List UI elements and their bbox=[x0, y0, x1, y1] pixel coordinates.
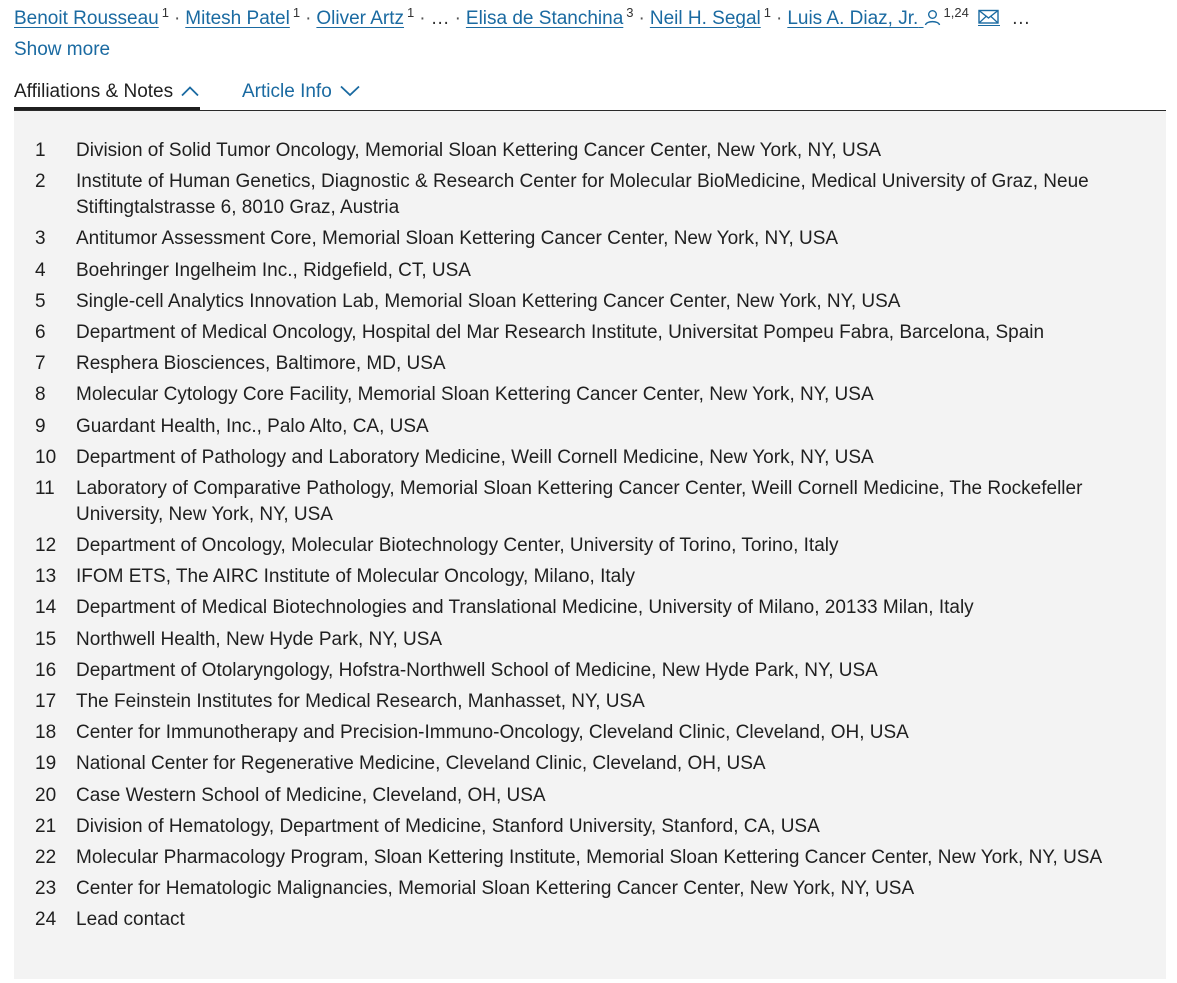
authors-ellipsis: … bbox=[1011, 8, 1031, 29]
author-separator: · bbox=[305, 8, 312, 29]
affiliation-item bbox=[14, 382, 1166, 408]
affiliation-number: 18 bbox=[35, 722, 57, 744]
affiliation-item bbox=[14, 226, 1166, 252]
author-link[interactable]: Oliver Artz bbox=[316, 8, 405, 29]
tab-label: Affiliations & Notes bbox=[14, 81, 174, 102]
affiliation-text: Division of Solid Tumor Oncology, Memorial Sloan Kettering Cancer Center, New York, NY, USA bbox=[76, 140, 882, 161]
tab-bar bbox=[14, 79, 1166, 111]
chevron-up-icon bbox=[180, 79, 200, 105]
affiliation-number: 6 bbox=[35, 321, 46, 343]
affiliation-number: 17 bbox=[35, 691, 57, 712]
affiliation-number: 2 bbox=[35, 171, 46, 193]
authors-ellipsis: … bbox=[430, 8, 450, 29]
affiliation-number: 9 bbox=[35, 415, 46, 437]
affiliation-number: 1 bbox=[35, 140, 46, 161]
author-separator: · bbox=[454, 8, 461, 29]
affiliation-number: 20 bbox=[35, 784, 57, 806]
person-icon bbox=[924, 9, 941, 26]
affiliation-number: 5 bbox=[35, 290, 46, 312]
author-affiliation-sup: 1 bbox=[407, 5, 415, 20]
affiliation-number: 15 bbox=[35, 628, 57, 650]
affiliation-text: Center for Immunotherapy and Precision-Immuno-Oncology, Cleveland Clinic, Cleveland, OH, USA bbox=[76, 722, 909, 744]
affiliation-item bbox=[14, 876, 1166, 902]
affiliation-item bbox=[14, 351, 1166, 377]
affiliation-number: 11 bbox=[35, 477, 55, 499]
author-link[interactable]: Mitesh Patel bbox=[185, 8, 290, 29]
affiliation-text: Division of Hematology, Department of Medicine, Stanford University, Stanford, CA, USA bbox=[76, 815, 820, 837]
affiliation-item bbox=[14, 751, 1166, 777]
affiliation-item bbox=[14, 414, 1166, 440]
affiliation-text: Molecular Pharmacology Program, Sloan Kettering Institute, Memorial Sloan Kettering Cancer Center, New York, NY, USA bbox=[76, 846, 1103, 868]
affiliation-item bbox=[14, 445, 1166, 471]
affiliation-text: Department of Medical Oncology, Hospital del Mar Research Institute, Universitat Pompeu Fabra, Barcelona, Spain bbox=[76, 321, 1045, 343]
tab-label: Article Info bbox=[242, 81, 332, 102]
affiliation-number: 16 bbox=[35, 659, 57, 681]
affiliation-item bbox=[14, 783, 1166, 809]
affiliation-number: 21 bbox=[35, 815, 57, 837]
affiliation-item bbox=[14, 658, 1166, 684]
affiliation-number: 14 bbox=[35, 597, 57, 619]
affiliation-text: The Feinstein Institutes for Medical Research, Manhasset, NY, USA bbox=[76, 691, 645, 712]
affiliation-text: Department of Pathology and Laboratory Medicine, Weill Cornell Medicine, New York, NY, USA bbox=[76, 446, 874, 468]
affiliation-text: Northwell Health, New Hyde Park, NY, USA bbox=[76, 628, 443, 650]
author-link[interactable]: Benoit Rousseau bbox=[14, 8, 159, 29]
affiliation-text: Guardant Health, Inc., Palo Alto, CA, USA bbox=[76, 415, 429, 437]
affiliation-item bbox=[14, 320, 1166, 346]
affiliation-number: 24 bbox=[35, 909, 57, 931]
affiliation-item bbox=[14, 169, 1166, 221]
affiliation-text: Single-cell Analytics Innovation Lab, Memorial Sloan Kettering Cancer Center, New York, NY, USA bbox=[76, 290, 901, 312]
author-name: Luis A. Diaz, Jr. bbox=[787, 8, 919, 29]
affiliation-number: 10 bbox=[35, 446, 57, 468]
affiliation-number: 8 bbox=[35, 384, 46, 406]
show-more-button[interactable]: Show more bbox=[14, 39, 111, 60]
affiliation-number: 7 bbox=[35, 353, 46, 375]
affiliation-item bbox=[14, 689, 1166, 715]
affiliation-item bbox=[14, 720, 1166, 746]
affiliation-text: IFOM ETS, The AIRC Institute of Molecular Oncology, Milano, Italy bbox=[76, 566, 635, 588]
author-link[interactable]: Neil H. Segal bbox=[649, 8, 761, 29]
affiliation-text: Department of Medical Biotechnologies and Translational Medicine, University of Milano, 20133 Milan, Italy bbox=[76, 597, 974, 619]
affiliation-number: 23 bbox=[35, 878, 57, 900]
affiliation-item bbox=[14, 138, 1166, 164]
affiliation-item bbox=[14, 533, 1166, 559]
affiliation-item bbox=[14, 476, 1166, 528]
tab-article-info[interactable] bbox=[242, 79, 361, 105]
affiliation-text: Center for Hematologic Malignancies, Memorial Sloan Kettering Cancer Center, New York, NY, USA bbox=[76, 878, 915, 900]
author-affiliation-sup: 3 bbox=[626, 5, 634, 20]
author-link[interactable] bbox=[787, 8, 940, 29]
affiliation-item bbox=[14, 595, 1166, 621]
affiliation-text: Department of Oncology, Molecular Biotechnology Center, University of Torino, Torino, Italy bbox=[76, 535, 839, 557]
affiliation-number: 13 bbox=[35, 566, 57, 588]
author-list bbox=[14, 5, 1164, 33]
affiliation-text: Lead contact bbox=[76, 909, 185, 931]
affiliation-number: 19 bbox=[35, 753, 57, 775]
chevron-down-icon bbox=[339, 79, 361, 105]
author-separator: · bbox=[173, 8, 181, 29]
author-affiliation-sup: 1,24 bbox=[943, 5, 969, 20]
affiliation-text: Laboratory of Comparative Pathology, Memorial Sloan Kettering Cancer Center, Weill Cornell Medicine, The Rockefeller University, New York, NY, USA bbox=[76, 477, 1083, 525]
author-affiliation-sup: 1 bbox=[161, 5, 169, 20]
author-affiliation-sup: 1 bbox=[292, 5, 301, 20]
affiliation-number: 3 bbox=[35, 228, 46, 250]
affiliation-text: Antitumor Assessment Core, Memorial Sloan Kettering Cancer Center, New York, NY, USA bbox=[76, 228, 839, 250]
affiliation-item bbox=[14, 627, 1166, 653]
affiliation-item bbox=[14, 845, 1166, 871]
author-separator: · bbox=[775, 8, 783, 29]
affiliation-text: Resphera Biosciences, Baltimore, MD, USA bbox=[76, 353, 446, 375]
affiliation-number: 4 bbox=[35, 259, 46, 281]
affiliation-number: 22 bbox=[35, 846, 57, 868]
affiliation-text: Institute of Human Genetics, Diagnostic & Research Center for Molecular BioMedicine, Medical University of Graz, Neue Stiftingtalstrasse 6, 8010 Graz, Austria bbox=[76, 171, 1089, 219]
affiliation-number: 12 bbox=[35, 535, 57, 557]
affiliation-item bbox=[14, 907, 1166, 933]
affiliation-text: Department of Otolaryngology, Hofstra-Northwell School of Medicine, New Hyde Park, NY, USA bbox=[76, 659, 878, 681]
email-link[interactable] bbox=[978, 8, 1000, 29]
affiliation-text: Case Western School of Medicine, Cleveland, OH, USA bbox=[76, 784, 546, 806]
tab-affiliations-notes[interactable] bbox=[14, 79, 200, 105]
author-separator: · bbox=[419, 8, 426, 29]
author-link[interactable]: Elisa de Stanchina bbox=[465, 8, 624, 29]
affiliation-item bbox=[14, 564, 1166, 590]
affiliations-panel bbox=[14, 111, 1166, 979]
affiliation-text: Molecular Cytology Core Facility, Memorial Sloan Kettering Cancer Center, New York, NY, USA bbox=[76, 384, 874, 406]
author-separator: · bbox=[638, 8, 645, 29]
author-affiliation-sup: 1 bbox=[763, 5, 771, 20]
affiliation-item bbox=[14, 289, 1166, 315]
affiliation-item bbox=[14, 814, 1166, 840]
affiliation-item bbox=[14, 258, 1166, 284]
affiliations-list bbox=[14, 138, 1166, 939]
affiliation-text: National Center for Regenerative Medicine, Cleveland Clinic, Cleveland, OH, USA bbox=[76, 753, 766, 775]
affiliation-text: Boehringer Ingelheim Inc., Ridgefield, CT, USA bbox=[76, 259, 471, 281]
email-icon bbox=[978, 9, 1000, 26]
